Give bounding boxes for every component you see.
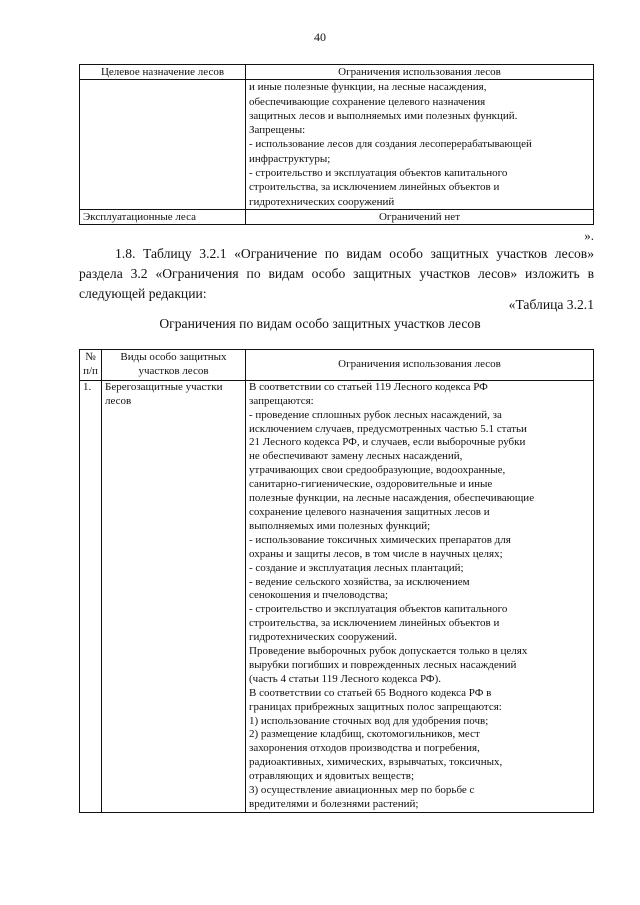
text-line: выполняемых ими полезных функций; bbox=[249, 519, 431, 532]
text-line: - создание и эксплуатация лесных плантаций; bbox=[249, 561, 464, 574]
table-row bbox=[80, 80, 594, 210]
area-type-cell bbox=[102, 380, 246, 812]
text-line: 21 Лесного кодекса РФ, и случаев, если выборочные рубки bbox=[249, 436, 526, 449]
table-title: Ограничения по видам особо защитных участков лесов bbox=[159, 316, 481, 331]
text-line: гидротехнических сооружений bbox=[249, 195, 395, 208]
text-line: вырубки погибших и поврежденных лесных насаждений bbox=[249, 658, 517, 671]
table-row bbox=[80, 380, 594, 812]
table-header-row bbox=[80, 350, 594, 381]
text-line: гидротехнических сооружений. bbox=[249, 631, 398, 644]
text-line: сенокошения и пчеловодства; bbox=[249, 589, 389, 602]
text-line: сохранение целевого назначения защитных лесов и bbox=[249, 505, 490, 518]
text-line: границах прибрежных защитных полос запрещаются: bbox=[249, 700, 502, 713]
text-line: инфраструктуры; bbox=[249, 152, 331, 165]
text-line: обеспечивающие сохранение целевого назначения bbox=[249, 95, 486, 108]
text-line: Проведение выборочных рубок допускается только в целях bbox=[249, 645, 528, 658]
text-line: охраны и защиты лесов, в том числе в научных целях; bbox=[249, 547, 503, 560]
text-line: Запрещены: bbox=[249, 124, 306, 137]
restrictions-cell bbox=[246, 80, 594, 210]
text-line: утрачивающих свои средообразующие, водоохранные, bbox=[249, 464, 506, 477]
text-line: Берегозащитные участки bbox=[105, 380, 223, 393]
restrictions-cell: Ограничений нет bbox=[246, 209, 594, 224]
table-label: «Таблица 3.2.1 bbox=[508, 297, 594, 312]
restrictions-cell bbox=[246, 380, 594, 812]
text-line: радиоактивных, химических, взрывчатых, токсичных, bbox=[249, 756, 503, 769]
text-line: строительства, за исключением линейных объектов и bbox=[249, 617, 500, 630]
text-line: - строительство и эксплуатация объектов капитального bbox=[249, 167, 508, 180]
table-cell-empty bbox=[80, 80, 246, 210]
text-line: строительства, за исключением линейных объектов и bbox=[249, 181, 500, 194]
column-header-purpose: Целевое назначение лесов bbox=[80, 65, 246, 80]
text-line: полезные функции, на лесные насаждения, обеспечивающие bbox=[249, 492, 535, 505]
text-line: 1) использование сточных вод для удобрения почв; bbox=[249, 714, 489, 727]
text-line: запрещаются: bbox=[249, 394, 314, 407]
text-line: не обеспечивают замену лесных насаждений, bbox=[249, 450, 463, 463]
text-line: В соответствии со статьей 65 Водного кодекса РФ в bbox=[249, 686, 492, 699]
purpose-cell: Эксплуатационные леса bbox=[80, 209, 246, 224]
text-line: - использование токсичных химических препаратов для bbox=[249, 533, 511, 546]
text-line: (часть 4 статьи 119 Лесного кодекса РФ). bbox=[249, 672, 442, 685]
paragraph-text: Таблицу 3.2.1 «Ограничение по видам особо защитных участков лесов» раздела 3.2 «Ограничения по видам особо защитных участков лесов» изложить в следующей редакции: bbox=[79, 246, 594, 301]
text-line: отравляющих и ядовитых веществ; bbox=[249, 770, 414, 783]
column-header-area-type: Виды особо защитных участков лесов bbox=[102, 350, 246, 381]
text-line: лесов bbox=[105, 394, 132, 407]
column-header-restrictions: Ограничения использования лесов bbox=[246, 65, 594, 80]
text-line: 3) осуществление авиационных мер по борьбе с bbox=[249, 784, 475, 797]
table-row bbox=[80, 209, 594, 224]
text-line: вредителями и болезнями растений; bbox=[249, 798, 419, 810]
protective-areas-table bbox=[79, 349, 594, 813]
text-line: защитных лесов и выполняемых ими полезных функций. bbox=[249, 109, 518, 122]
text-line: и иные полезные функции, на лесные насаждения, bbox=[249, 81, 487, 94]
table-header-row bbox=[80, 65, 594, 80]
text-line: - использование лесов для создания лесоперерабатывающей bbox=[249, 138, 532, 151]
paragraph-number: 1.8. bbox=[115, 246, 136, 261]
amendment-paragraph bbox=[79, 244, 594, 304]
text-line: исключением случаев, предусмотренных частью 5.1 статьи bbox=[249, 422, 527, 435]
text-line: санитарно-гигиенические, оздоровительные и иные bbox=[249, 478, 493, 491]
text-line: - строительство и эксплуатация объектов капитального bbox=[249, 603, 508, 616]
page-number: 40 bbox=[314, 30, 326, 44]
text-line: В соответствии со статьей 119 Лесного кодекса РФ bbox=[249, 380, 488, 393]
row-number-cell: 1. bbox=[80, 380, 102, 812]
text-line: - проведение сплошных рубок лесных насаждений, за bbox=[249, 408, 502, 421]
closing-quote: ». bbox=[584, 228, 594, 243]
column-header-number: № п/п bbox=[80, 350, 102, 381]
forest-purpose-table bbox=[79, 64, 594, 225]
text-line: захоронения отходов производства и погребения, bbox=[249, 742, 480, 755]
text-line: 2) размещение кладбищ, скотомогильников, мест bbox=[249, 728, 480, 741]
text-line: - ведение сельского хозяйства, за исключением bbox=[249, 575, 470, 588]
column-header-restrictions: Ограничения использования лесов bbox=[246, 350, 594, 381]
